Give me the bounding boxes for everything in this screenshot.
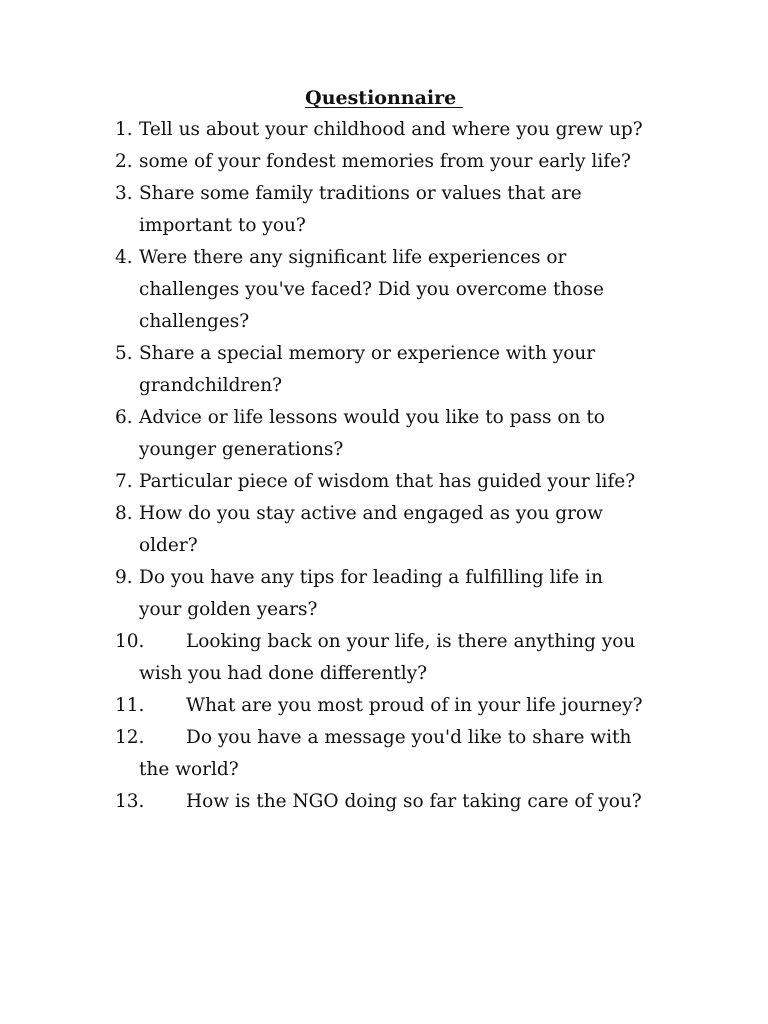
question-number: 3. — [115, 183, 133, 204]
question-text-line: How is the NGO doing so far taking care of you? — [186, 791, 642, 812]
question-item — [0, 626, 768, 690]
question-number: 4. — [115, 247, 133, 268]
question-text-line: the world? — [139, 759, 239, 780]
question-text-line: How do you stay active and engaged as you grow — [139, 503, 603, 524]
question-item — [0, 562, 768, 626]
question-text-line: challenges you've faced? Did you overcome those — [139, 279, 604, 300]
question-number: 5. — [115, 343, 133, 364]
question-list — [0, 114, 768, 818]
question-item — [0, 722, 768, 786]
question-text-line: Do you have a message you'd like to share with — [186, 727, 632, 748]
question-item — [0, 146, 768, 178]
question-number: 1. — [115, 119, 133, 140]
question-number: 7. — [115, 471, 133, 492]
question-number: 10. — [115, 631, 145, 652]
question-number: 11. — [115, 695, 145, 716]
question-number: 6. — [115, 407, 133, 428]
question-item — [0, 402, 768, 466]
question-text-line: Looking back on your life, is there anything you — [186, 631, 636, 652]
question-text-line: wish you had done differently? — [139, 663, 428, 684]
question-item — [0, 690, 768, 722]
page-title: Questionnaire — [305, 87, 463, 109]
question-text-line: some of your fondest memories from your early life? — [139, 151, 631, 172]
question-item — [0, 242, 768, 338]
question-item — [0, 786, 768, 818]
question-text-line: challenges? — [139, 311, 250, 332]
question-number: 9. — [115, 567, 133, 588]
question-text-line: Do you have any tips for leading a fulfilling life in — [139, 567, 603, 588]
question-number: 13. — [115, 791, 145, 812]
question-number: 8. — [115, 503, 133, 524]
question-text-line: older? — [139, 535, 198, 556]
question-number: 2. — [115, 151, 133, 172]
question-text-line: Tell us about your childhood and where you grew up? — [139, 119, 643, 140]
question-text-line: your golden years? — [139, 599, 318, 620]
question-text-line: important to you? — [139, 215, 306, 236]
question-text-line: younger generations? — [139, 439, 344, 460]
question-text-line: Advice or life lessons would you like to pass on to — [139, 407, 605, 428]
question-text-line: grandchildren? — [139, 375, 283, 396]
question-text-line: Particular piece of wisdom that has guided your life? — [139, 471, 636, 492]
question-item — [0, 466, 768, 498]
question-text-line: Share a special memory or experience with your — [139, 343, 596, 364]
question-item — [0, 338, 768, 402]
question-text-line: Share some family traditions or values that are — [139, 183, 582, 204]
question-number: 12. — [115, 727, 145, 748]
question-item — [0, 178, 768, 242]
question-item — [0, 498, 768, 562]
question-text-line: What are you most proud of in your life journey? — [186, 695, 643, 716]
question-text-line: Were there any significant life experiences or — [139, 247, 567, 268]
question-item — [0, 114, 768, 146]
